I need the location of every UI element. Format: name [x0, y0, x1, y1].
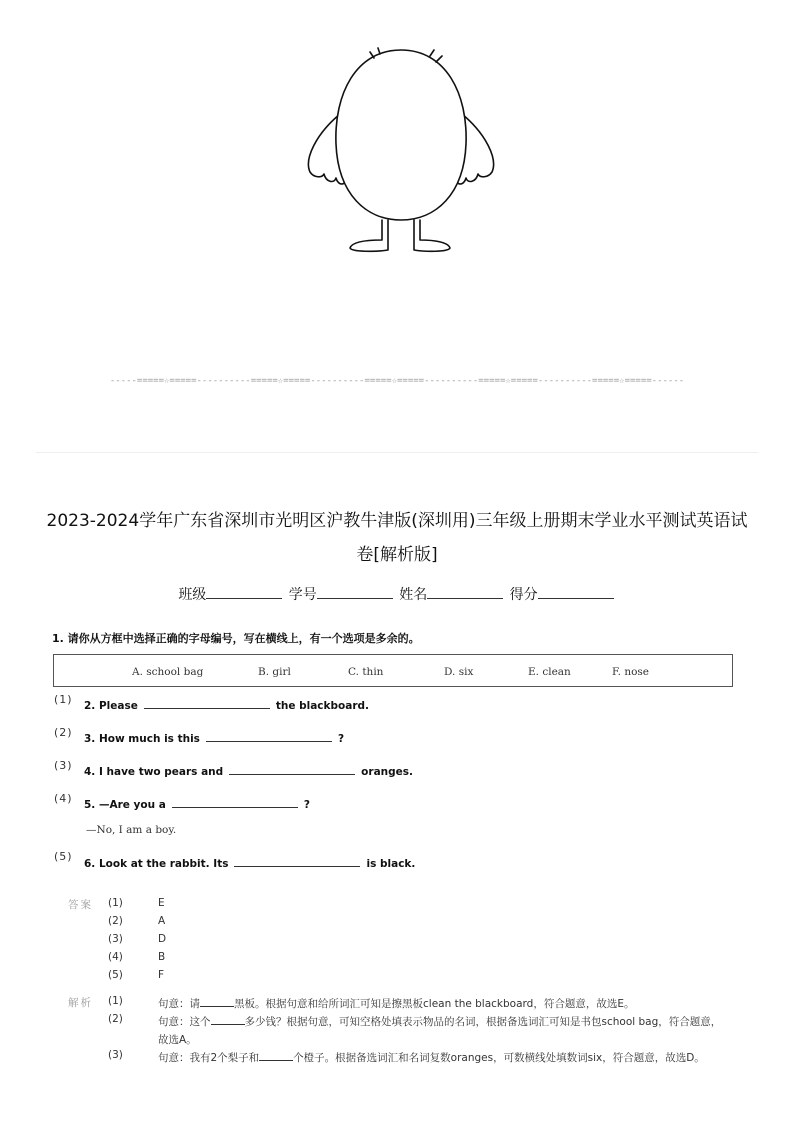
decorative-separator: -----=====☆=====----------=====☆=====----------=====☆=====----------=====☆=====----------=====☆=====------	[109, 376, 685, 386]
answer-item	[108, 897, 165, 909]
analysis-blank	[211, 1015, 245, 1025]
analysis-num: (1)	[108, 995, 123, 1007]
student-number-label: 学号	[288, 587, 317, 603]
analysis-text-pre: 句意：请	[158, 998, 200, 1010]
subquestion-text-after: is black.	[366, 858, 416, 870]
analysis-text-pre: 句意：这个	[158, 1016, 211, 1028]
subquestion-text-before: 5. —Are you a	[84, 799, 166, 811]
analysis-text	[158, 1013, 728, 1049]
answer-value: E	[158, 897, 165, 909]
answer-label: 答案	[68, 899, 93, 911]
answer-num: (2)	[108, 915, 123, 927]
subquestion-text-before: 6. Look at the rabbit. Its	[84, 858, 229, 870]
subquestion-text-before: 4. I have two pears and	[84, 766, 224, 778]
question-instruction: 1. 请你从方框中选择正确的字母编号，写在横线上，有一个选项是多余的。	[52, 632, 420, 645]
answer-blank[interactable]	[144, 699, 270, 709]
page-title: 2023-2024学年广东省深圳市光明区沪教牛津版(深圳用)三年级上册期末学业水平测试英语试卷[解析版]	[46, 511, 748, 565]
analysis-item	[108, 995, 635, 1010]
option-f: F. nose	[612, 666, 650, 678]
answer-blank[interactable]	[234, 857, 360, 867]
answer-value: B	[158, 951, 166, 963]
analysis-text	[158, 1049, 728, 1067]
answer-value: D	[158, 933, 167, 945]
options-box	[53, 654, 733, 687]
analysis-text	[158, 995, 728, 1013]
class-blank	[206, 586, 282, 599]
name-blank	[427, 586, 503, 599]
analysis-blank	[200, 997, 234, 1007]
analysis-blank	[259, 1051, 293, 1061]
score-blank	[538, 586, 614, 599]
analysis-num: (2)	[108, 1013, 123, 1025]
subquestion-text-before: 2. Please	[84, 700, 138, 712]
analysis-label: 解析	[68, 997, 93, 1009]
subquestion-2	[84, 732, 344, 745]
subquestion-text-after: the blackboard.	[275, 700, 370, 712]
subquestion-number: (4)	[54, 792, 73, 805]
option-e: E. clean	[528, 666, 571, 678]
option-d: D. six	[444, 666, 474, 678]
dialogue-reply: —No, I am a boy.	[86, 824, 177, 836]
subquestion-number: (2)	[54, 726, 73, 739]
answer-blank[interactable]	[172, 798, 298, 808]
subquestion-text-after: ?	[337, 733, 345, 745]
answer-value: F	[158, 969, 165, 981]
score-label: 得分	[509, 587, 538, 603]
analysis-num: (3)	[108, 1049, 123, 1061]
analysis-item	[108, 1013, 722, 1046]
option-a: A. school bag	[132, 666, 204, 678]
answer-item	[108, 933, 167, 945]
answer-num: (1)	[108, 897, 123, 909]
subquestion-4	[84, 798, 310, 811]
subquestion-text-after: ?	[303, 799, 310, 811]
section-divider	[36, 452, 758, 453]
answer-value: A	[158, 915, 166, 927]
analysis-text-post: 个橙子。根据备选词汇和名词复数oranges，可数横线处填数词six，符合题意，故选D。	[293, 1052, 705, 1064]
answer-item	[108, 915, 166, 927]
subquestion-number: (1)	[54, 693, 73, 706]
answer-num: (4)	[108, 951, 123, 963]
analysis-item	[108, 1049, 705, 1064]
answer-blank[interactable]	[206, 732, 332, 742]
option-c: C. thin	[348, 666, 384, 678]
subquestion-5	[84, 857, 415, 870]
answer-blank[interactable]	[229, 765, 355, 775]
name-label: 姓名	[399, 587, 428, 603]
subquestion-text-after: oranges.	[361, 766, 414, 778]
class-label: 班级	[178, 587, 207, 603]
answer-item	[108, 951, 166, 963]
subquestion-3	[84, 765, 413, 778]
student-info-fields	[0, 584, 794, 604]
answer-num: (5)	[108, 969, 123, 981]
option-b: B. girl	[258, 666, 291, 678]
answer-num: (3)	[108, 933, 123, 945]
analysis-text-pre: 句意：我有2个梨子和	[158, 1052, 260, 1064]
cartoon-character-illustration	[296, 44, 506, 264]
student-number-blank	[317, 586, 393, 599]
subquestion-text-before: 3. How much is this	[84, 733, 200, 745]
analysis-text-post: 黑板。根据句意和给所词汇可知是擦黑板clean the blackboard，符合题意，故选E。	[234, 998, 635, 1010]
analysis-text-post: 多少钱？根据句意，可知空格处填表示物品的名词，根据备选词汇可知是书包school bag，符合题意，故选A。	[158, 1016, 722, 1046]
subquestion-1	[84, 699, 369, 712]
answer-item	[108, 969, 165, 981]
subquestion-number: (5)	[54, 850, 73, 863]
subquestion-number: (3)	[54, 759, 73, 772]
